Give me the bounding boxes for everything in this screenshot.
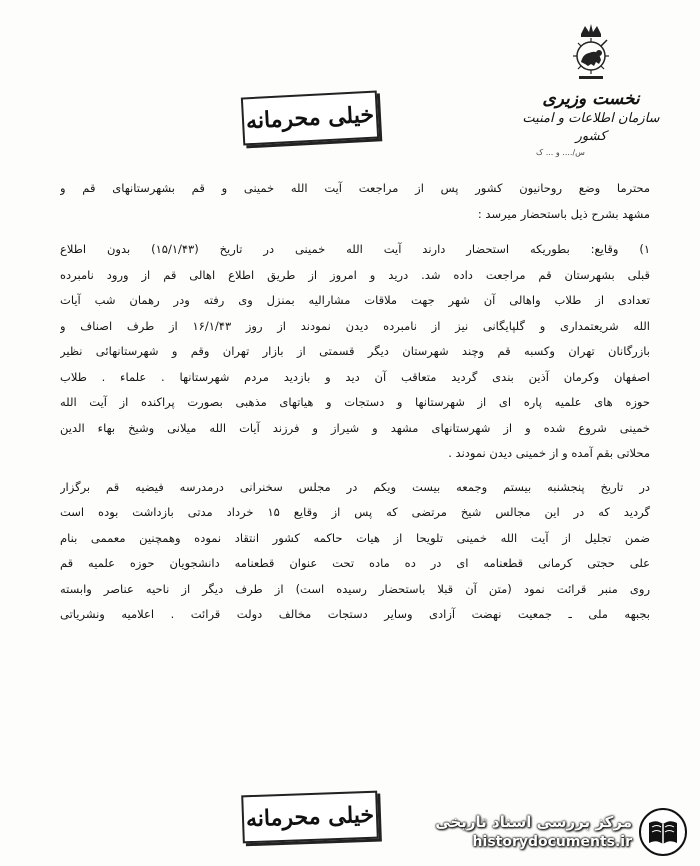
body-line: قبلی بشهرستان قم مراجعت داده شد. درید و امروز از طریق اطلاع اهالی قم از ورود نامبرده — [60, 267, 650, 282]
body-line: ضمن تجلیل از آیت الله خمینی تلویحا از هیات حاکمه کشور انتقاد نموده وهمچنین معممی بنام — [60, 530, 650, 545]
body-line: خمینی شروع شده و از شهرستانهای مشهد و شیراز و فرزند آیات الله میلانی وشیخ بهاء الدین — [60, 420, 650, 435]
paragraph-events — [60, 237, 650, 467]
body-line: در تاریخ پنجشنبه بیستم وجمعه بیست ویکم در مجلس سخنرانی درمدرسه فیضیه قم برگزار — [60, 479, 650, 494]
classification-stamp-top: خیلی محرمانه — [241, 90, 379, 145]
org-ministry-title: نخست وزیری — [542, 89, 640, 109]
book-logo-icon — [638, 807, 688, 857]
body-line: بازرگانان تهران وکسبه قم وچند شهرستان دیگر قسمتی از بازار تهران وقم و شهرستانهائی نظیر — [60, 344, 650, 358]
letterhead — [506, 20, 676, 157]
watermark-url: historydocuments.ir — [472, 834, 632, 850]
watermark-title: مرکز بررسی اسناد تاریخی — [435, 813, 632, 831]
body-line: تعدادی از طلاب واهالی آن شهر جهت ملاقات مشارالیه بمنزل وی رفته ودر رهمان شب آیات — [60, 293, 650, 307]
watermark-text — [435, 812, 632, 852]
body-line: بجبهه ملی ـ جمعیت نهضت آزادی وسایر دستجات مخالف دولت قرائت . اعلامیه ونشریاتی — [60, 607, 650, 621]
paragraph-sermons — [60, 475, 650, 628]
classification-stamp-bottom: خیلی محرمانه — [241, 791, 379, 844]
body-line: محلاتی بقم آمده و از خمینی دیدن نمودند . — [448, 446, 650, 460]
body-line: ۱) وقایع: بطوریکه استحضار دارند آیت الله خمینی در تاریخ (۱۵/۱/۴۳) بدون اطلاع — [60, 242, 650, 256]
intro-paragraph — [60, 176, 650, 227]
body-line: گردید که در این مجالس شیخ مرتضی که پس از وقایع ۱۵ خرداد مدتی بازداشت بوده است — [60, 505, 650, 519]
body-line: مشهد بشرح ذیل باستحضار میرسد : — [477, 206, 650, 221]
reference-number: س/.... و ... ک — [536, 148, 585, 157]
body-line: حوزه های علمیه پاره ای از شهرستانها و دستجات و هیاتهای مذهبی بصورت پراکنده از آیت الله — [60, 395, 650, 409]
body-line: محترما وضع روحانیون کشور پس از مراجعت آیت الله خمینی و قم بشهرستانهای قم و — [60, 181, 650, 195]
body-line: علی حجتی کرمانی قطعنامه ای در ده ماده تحت عنوان قطعنامه دانشجویان حوزه علمیه قم — [60, 556, 650, 570]
document-body — [60, 176, 650, 638]
body-line: الله شریعتمداری و گلپایگانی نیز از نامبرده دیدن نمودند از روز ۱۶/۱/۴۳ از طرف اصناف و — [60, 318, 650, 333]
body-line: اصفهان وکرمان آذین بندی گردید متعاقب آن دید و بازدید مردم شهرستانها . علماء . طلاب — [60, 369, 650, 384]
lion-and-sun-emblem-icon — [563, 20, 619, 84]
source-watermark — [435, 806, 688, 858]
body-line: روی منبر قرائت نمود (متن آن قبلا باستحضار رسیده است) از طرف دیگر از ناحیه عناصر وابسته — [60, 581, 650, 596]
org-agency-title: سازمان اطلاعات و امنیت کشور — [522, 111, 660, 144]
